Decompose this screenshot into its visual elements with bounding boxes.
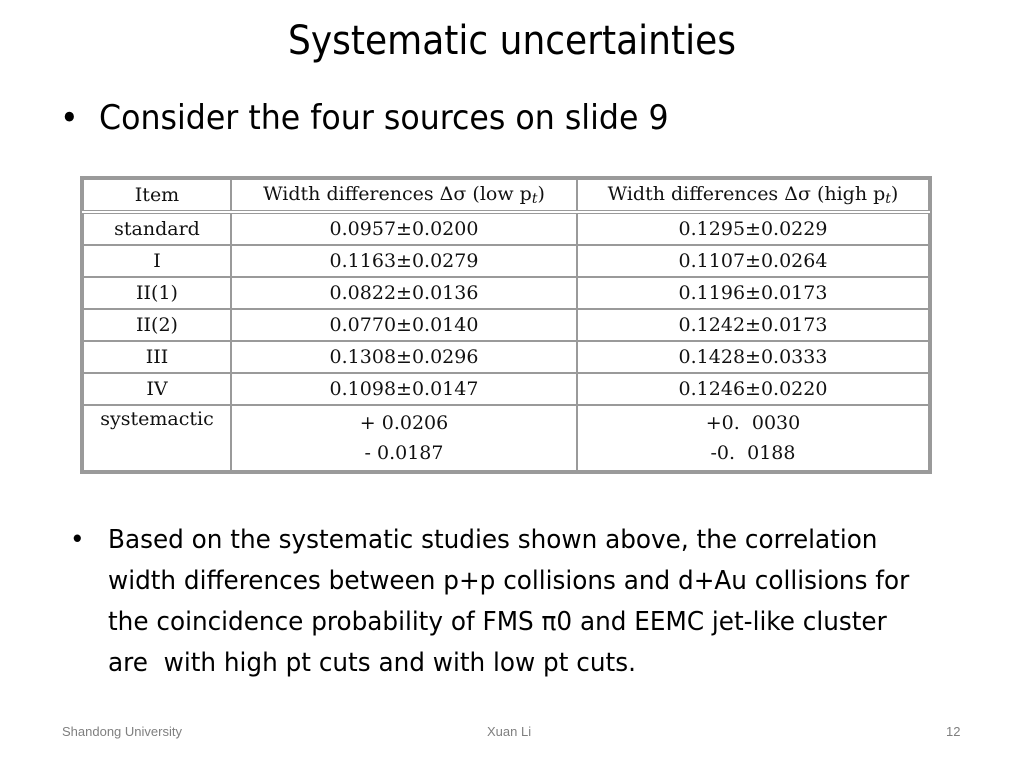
table-row bbox=[83, 341, 929, 373]
bullet-marker: • bbox=[60, 98, 79, 138]
table-row bbox=[83, 309, 929, 341]
header-low-suffix: ) bbox=[537, 183, 545, 205]
row-item: III bbox=[83, 341, 231, 373]
systematic-row bbox=[83, 405, 929, 471]
row-high-value: 0.1107±0.0264 bbox=[577, 245, 929, 277]
header-low-sub: t bbox=[531, 191, 538, 207]
systematic-high bbox=[577, 405, 929, 471]
table-row bbox=[83, 277, 929, 309]
header-high-prefix: Width differences Δσ (high p bbox=[607, 183, 886, 205]
uncertainty-table bbox=[82, 178, 930, 472]
bullet-point-1 bbox=[60, 96, 669, 140]
header-high-pt bbox=[577, 179, 929, 212]
systematic-low-minus: - 0.0187 bbox=[364, 442, 444, 464]
bullet-marker: • bbox=[70, 525, 85, 555]
bullet-point-2 bbox=[70, 520, 925, 684]
row-item: standard bbox=[83, 212, 231, 245]
row-high-value: 0.1428±0.0333 bbox=[577, 341, 929, 373]
systematic-low bbox=[231, 405, 577, 471]
row-low-value: 0.1308±0.0296 bbox=[231, 341, 577, 373]
row-low-value: 0.1098±0.0147 bbox=[231, 373, 577, 405]
bullet-text-1: Consider the four sources on slide 9 bbox=[99, 98, 669, 138]
systematic-high-minus: -0. 0188 bbox=[710, 442, 796, 464]
row-low-value: 0.0770±0.0140 bbox=[231, 309, 577, 341]
slide-number: 12 bbox=[946, 724, 961, 739]
row-low-value: 0.0822±0.0136 bbox=[231, 277, 577, 309]
slide-title: Systematic uncertainties bbox=[287, 18, 737, 64]
row-high-value: 0.1196±0.0173 bbox=[577, 277, 929, 309]
header-low-prefix: Width differences Δσ (low p bbox=[263, 183, 532, 205]
uncertainty-table-figure bbox=[80, 176, 932, 474]
header-high-sub: t bbox=[885, 191, 891, 207]
header-high-suffix: ) bbox=[890, 183, 899, 205]
row-high-value: 0.1295±0.0229 bbox=[577, 212, 929, 245]
row-low-value: 0.1163±0.0279 bbox=[231, 245, 577, 277]
row-low-value: 0.0957±0.0200 bbox=[231, 212, 577, 245]
header-low-pt bbox=[231, 179, 577, 212]
table-row bbox=[83, 373, 929, 405]
row-high-value: 0.1246±0.0220 bbox=[577, 373, 929, 405]
row-high-value: 0.1242±0.0173 bbox=[577, 309, 929, 341]
table-header-row bbox=[83, 179, 929, 212]
row-item: IV bbox=[83, 373, 231, 405]
row-item: II(2) bbox=[83, 309, 231, 341]
footer-center: Xuan Li bbox=[487, 724, 532, 739]
row-item: II(1) bbox=[83, 277, 231, 309]
systematic-low-plus: + 0.0206 bbox=[359, 412, 449, 434]
table-row bbox=[83, 245, 929, 277]
row-item: I bbox=[83, 245, 231, 277]
systematic-high-plus: +0. 0030 bbox=[705, 412, 801, 434]
table-row bbox=[83, 212, 929, 245]
footer-left: Shandong University bbox=[62, 724, 182, 739]
header-item: Item bbox=[83, 179, 231, 212]
bullet-text-2: Based on the systematic studies shown above, the correlation width differences between p+p collisions and d+Au collisions for the coincidence probability of FMS π0 and EEMC jet-like cluster are with high pt cuts and with low pt cuts. bbox=[108, 525, 918, 678]
systematic-label: systemactic bbox=[83, 405, 231, 471]
